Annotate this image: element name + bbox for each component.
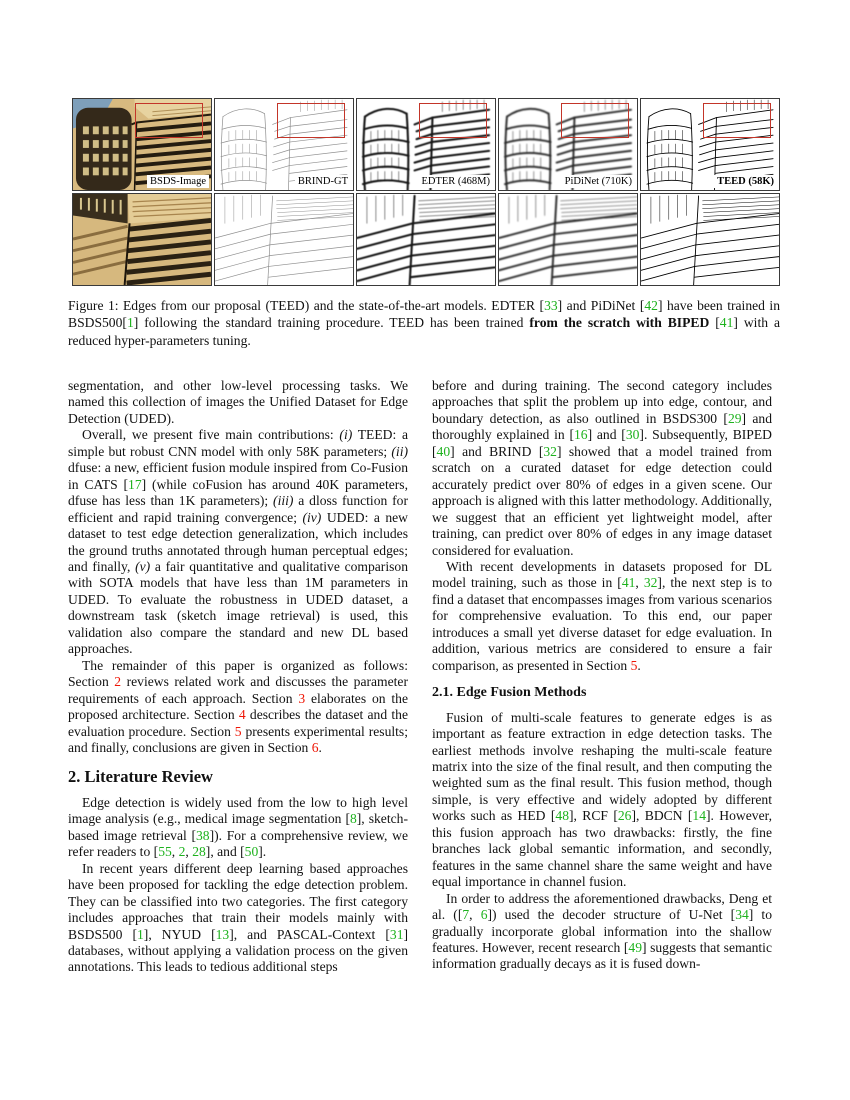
figure-crop-bsds-image <box>72 193 212 286</box>
paragraph: Fusion of multi-scale features to generate edges is as important as feature extraction in edge detection tasks. The earliest methods involve reshaping the multi-scale feature matrix into the size of the final result, and then computing the weighted sum as the final result. This fusion method, though simple, is very effective and widely adopted by different works such as HED [48], RCF [26], BDCN [14]. However, this fusion approach has two drawbacks: firstly, the fine branches lack global semantic information, and secondly, features in the same channel share the same weight and have equal importance in channel fusion. <box>432 709 772 890</box>
figure-row-full-images <box>72 98 780 191</box>
citation-link[interactable]: 1 <box>136 926 144 942</box>
citation-link[interactable]: 30 <box>625 427 640 443</box>
citation-link[interactable]: 14 <box>692 808 707 824</box>
section-ref-link[interactable]: 5 <box>630 657 638 673</box>
paragraph: Overall, we present five main contributions: (i) TEED: a simple but robust CNN model with only 58K parameters; (ii) dfuse: a new, efficient fusion module inspired from Co-Fusion in CATS [17] (while coFusion has around 40K parameters, dfuse has less than 1K parameters); (iii) a dloss function for efficient and rapid training convergence; (iv) UDED: a new dataset to test edge detection generalization, which includes the ground truths annotated through human perceptual edges; and finally, (v) a fair quantitative and qualitative comparison with SOTA models that have less than 1M parameters in UDED. To evaluate the robustness in UDED dataset, a downstream task (sketch image retrieval) is used, this validation also compare the standard and new DL based approaches. <box>68 427 408 657</box>
citation-link[interactable]: 38 <box>196 827 210 843</box>
section-heading: 2. Literature Review <box>68 767 213 787</box>
edge-map-image <box>357 194 495 285</box>
edge-map-image <box>641 194 779 285</box>
panel-label: EDTER (468M) <box>418 175 493 188</box>
section-ref-link[interactable]: 4 <box>238 707 246 723</box>
citation-link[interactable]: 48 <box>555 808 569 824</box>
edge-map-image <box>499 194 637 285</box>
figure-1 <box>72 98 780 286</box>
figure-crop-teed <box>640 193 780 286</box>
figure-panel-edter <box>356 98 496 191</box>
citation-link[interactable]: 7 <box>462 907 470 923</box>
figure-crop-brind-gt <box>214 193 354 286</box>
highlight-box <box>703 103 771 138</box>
highlight-box <box>419 103 487 138</box>
citation-link[interactable]: 49 <box>628 939 642 955</box>
italic-text: (iii) <box>273 493 294 509</box>
left-column <box>68 378 408 1040</box>
bold-text: from the scratch with BIPED <box>529 315 710 331</box>
figure-panel-pidinet <box>498 98 638 191</box>
figure-caption: Figure 1: Edges from our proposal (TEED) and the state-of-the-art models. EDTER [33] and PiDiNet [42] have been trained in BSDS500[1] following the standard training procedure. TEED has been trained from the scratch with BIPED [41] with a reduced hyper-parameters tuning. <box>68 298 781 348</box>
paragraph: With recent developments in datasets proposed for DL model training, such as those in [41, 32], the next step is to find a dataset that encompasses images from various scenarios for comprehensive evaluation. To this end, our paper introduces a small yet diverse dataset for edge evaluation. In addition, various metrics are considered to ensure a fair comparison, as presented in Section 5. <box>432 558 772 673</box>
citation-link[interactable]: 33 <box>544 298 558 313</box>
paragraph: segmentation, and other low-level processing tasks. We named this collection of images the Unified Dataset for Edge Detection (UDED). <box>68 378 408 426</box>
highlight-box <box>561 103 629 138</box>
citation-link[interactable]: 31 <box>389 926 404 942</box>
citation-link[interactable]: 6 <box>480 907 488 923</box>
citation-link[interactable]: 17 <box>128 476 142 492</box>
section-ref-link[interactable]: 3 <box>298 690 306 706</box>
paragraph: Edge detection is widely used from the low to high level image analysis (e.g., medical image segmentation [8], sketch-based image retrieval [38]). For a comprehensive review, we refer readers to [55, 2, 28], and [50]. <box>68 794 408 860</box>
section-ref-link[interactable]: 5 <box>234 723 242 739</box>
citation-link[interactable]: 29 <box>727 410 742 426</box>
figure-panel-bsds-image <box>72 98 212 191</box>
citation-link[interactable]: 42 <box>644 298 658 313</box>
highlight-box <box>135 103 203 138</box>
panel-label: TEED (58K) <box>714 175 777 188</box>
citation-link[interactable]: 16 <box>573 427 588 443</box>
panel-label: PiDiNet (710K) <box>562 175 635 188</box>
citation-link[interactable]: 32 <box>543 443 557 459</box>
citation-link[interactable]: 41 <box>621 575 636 591</box>
panel-label: BRIND-GT <box>295 175 351 188</box>
citation-link[interactable]: 26 <box>617 808 632 824</box>
citation-link[interactable]: 1 <box>126 315 134 331</box>
italic-text: (ii) <box>391 443 408 459</box>
paragraph: before and during training. The second category includes approaches that split the problem up into edge, contour, and boundary detection, as also outlined in BSDS300 [29] and thoroughly explained in [16] and [30]. Subsequently, BIPED [40] and BRIND [32] showed that a model trained from scratch on a curated dataset for edge detection could accurately predict over 80% of edges in a given scene. Our approach is aligned with this latter methodology. Additionally, we suggest that an efficient yet lightweight model, after training, can predict over 80% of edges in any image dataset considered for evaluation. <box>432 378 772 558</box>
figure-crop-pidinet <box>498 193 638 286</box>
section-ref-link[interactable]: 6 <box>311 739 319 755</box>
paragraph: In order to address the aforementioned drawbacks, Deng et al. ([7, 6]) used the decoder structure of U-Net [34] to gradually incorporate global information into the shallow features. However, recent research [49] suggests that semantic information gradually decays as it is fused down- <box>432 890 772 972</box>
citation-link[interactable]: 50 <box>244 844 259 860</box>
citation-link[interactable]: 40 <box>436 443 451 459</box>
subsection-heading: 2.1. Edge Fusion Methods <box>432 685 587 701</box>
citation-link[interactable]: 41 <box>719 315 734 331</box>
citation-link[interactable]: 13 <box>215 926 230 942</box>
paragraph: The remainder of this paper is organized as follows: Section 2 reviews related work and discusses the parameter requirements of each approach. Section 3 elaborates on the proposed architecture. Section 4 describes the dataset and the evaluation procedure. Section 5 presents experimental results; and finally, conclusions are given in Section 6. <box>68 657 408 755</box>
citation-link[interactable]: 55 <box>158 844 172 860</box>
figure-panel-teed <box>640 98 780 191</box>
panel-label: BSDS-Image <box>147 175 209 188</box>
edge-map-image <box>215 194 353 285</box>
section-ref-link[interactable]: 2 <box>114 674 122 690</box>
highlight-box <box>277 103 345 138</box>
photo-crop-image <box>73 194 211 285</box>
citation-link[interactable]: 34 <box>735 907 749 923</box>
figure-row-zoom-crops <box>72 193 780 286</box>
paragraph: In recent years different deep learning based approaches have been proposed for tackling the edge detection problem. They can be classified into two categories. The first category includes approaches that train their models mainly with BSDS500 [1], NYUD [13], and PASCAL-Context [31] databases, without applying a validation process on the given annotations. This leads to tedious additional steps <box>68 860 408 975</box>
citation-link[interactable]: 32 <box>643 575 658 591</box>
figure-panel-brind-gt <box>214 98 354 191</box>
citation-link[interactable]: 8 <box>349 811 357 827</box>
italic-text: (iv) <box>302 509 322 525</box>
italic-text: (i) <box>339 427 353 443</box>
right-column <box>432 378 772 1040</box>
citation-link[interactable]: 2 <box>178 844 186 860</box>
italic-text: (v) <box>135 558 151 574</box>
figure-crop-edter <box>356 193 496 286</box>
citation-link[interactable]: 28 <box>192 844 206 860</box>
